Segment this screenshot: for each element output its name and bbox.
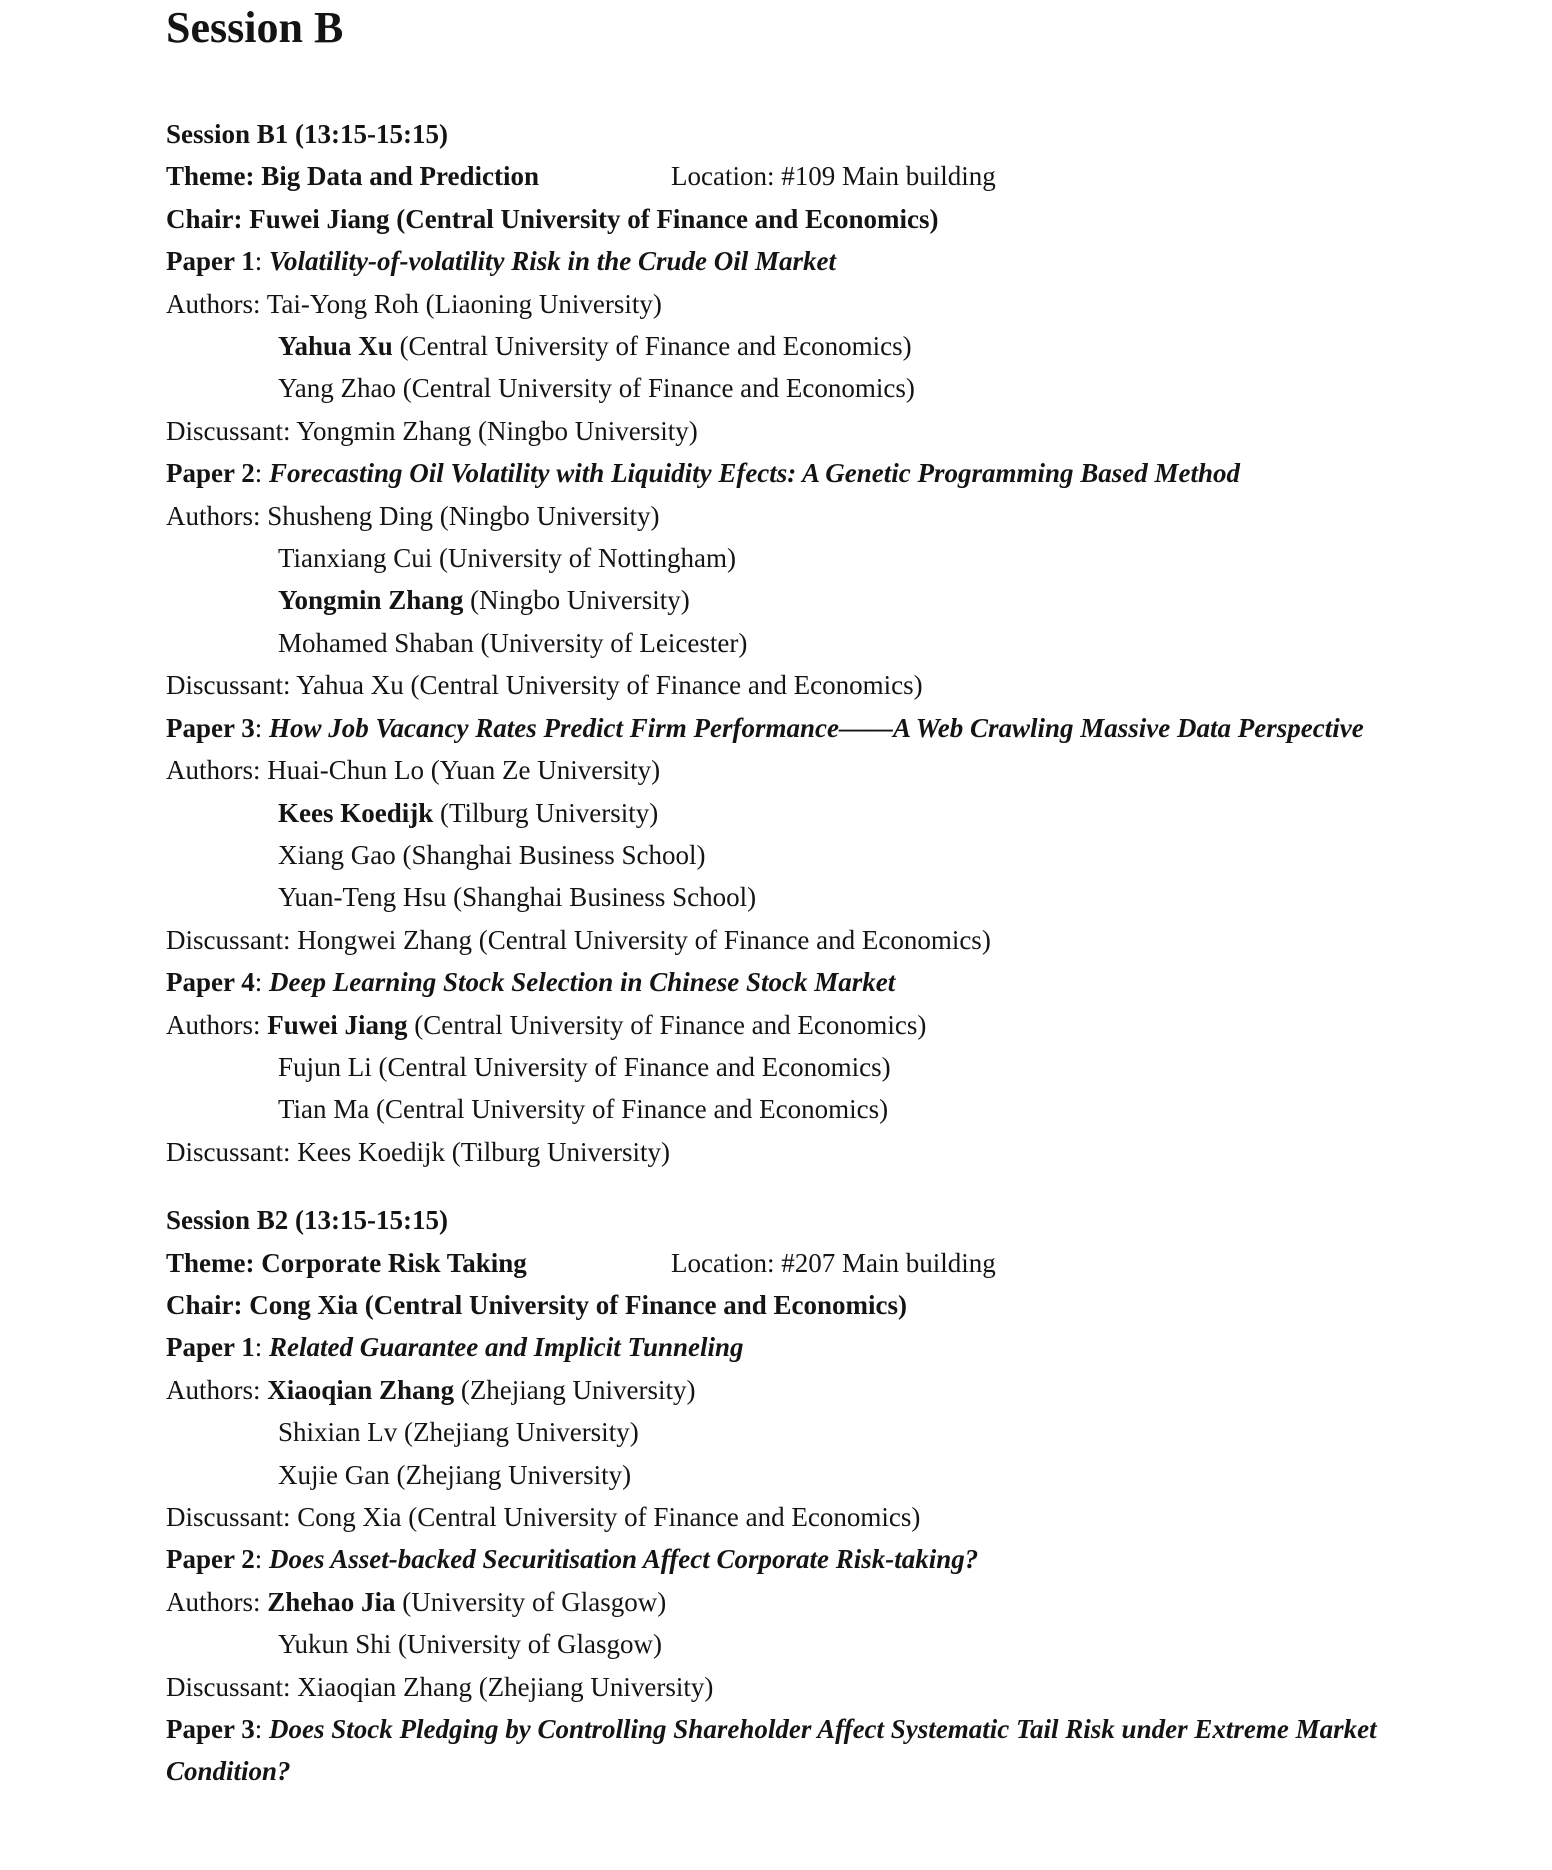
- discussant-line: Discussant: Kees Koedijk (Tilburg University): [166, 1136, 670, 1167]
- author-affiliation: (Yuan Ze University): [423, 755, 661, 786]
- paper-label: Paper 2: [166, 1544, 255, 1575]
- author-affiliation: (Zhejiang University): [389, 1459, 632, 1490]
- author-affiliation: (Central University of Finance and Economics): [369, 1094, 889, 1125]
- theme-text: Theme: Big Data and Prediction: [166, 161, 539, 192]
- author-name: Xiaoqian Zhang: [267, 1374, 455, 1405]
- author-name: Yang Zhao: [278, 373, 397, 404]
- author-affiliation: (Zhejiang University): [397, 1417, 639, 1448]
- author-affiliation: (Central University of Finance and Economics): [396, 373, 915, 404]
- authors-prefix: Authors:: [166, 755, 268, 786]
- author-name: Shixian Lv: [278, 1417, 398, 1448]
- paper-title: Volatility-of-volatility Risk in the Crude Oil Market: [269, 246, 837, 277]
- author-name: Fujun Li: [278, 1051, 372, 1082]
- paper-separator: :: [254, 1544, 270, 1575]
- paper-title-line: [166, 961, 1418, 1003]
- paper-title-line: [166, 240, 1418, 282]
- location-text: Location: #207 Main building: [671, 1247, 996, 1278]
- author-name: Mohamed Shaban: [278, 627, 474, 658]
- author-affiliation: (Ningbo University): [463, 585, 690, 616]
- author-line: [166, 792, 1418, 834]
- author-line: [166, 622, 1418, 664]
- discussant-line: Discussant: Xiaoqian Zhang (Zhejiang University): [166, 1671, 714, 1702]
- author-affiliation: (Zhejiang University): [454, 1374, 696, 1405]
- session-b2-block: [166, 1199, 1418, 1793]
- authors-prefix: Authors:: [166, 288, 267, 319]
- author-affiliation: (Central University of Finance and Economics): [407, 1009, 927, 1040]
- discussant-line: Discussant: Cong Xia (Central University of Finance and Economics): [166, 1502, 921, 1532]
- theme-line: [166, 155, 1418, 197]
- paper-title: Does Stock Pledging by Controlling Shareholder Affect Systematic Tail Risk under Extreme Market Condition?: [166, 1714, 1377, 1787]
- paper-separator: :: [254, 246, 270, 277]
- author-line: [166, 1046, 1418, 1088]
- author-affiliation: (Ningbo University): [433, 500, 660, 531]
- theme-line: [166, 1242, 1418, 1284]
- author-line: [166, 579, 1418, 621]
- author-name: Yukun Shi: [278, 1629, 392, 1660]
- paper-separator: :: [254, 1714, 270, 1745]
- session-title: Session B2 (13:15-15:15): [166, 1205, 448, 1236]
- author-affiliation: (University of Glasgow): [391, 1629, 662, 1660]
- author-line: [166, 537, 1418, 579]
- paper-separator: :: [254, 458, 270, 489]
- author-name: Shusheng Ding: [267, 500, 434, 531]
- author-line: [166, 1623, 1418, 1665]
- author-line: [166, 1454, 1418, 1496]
- author-name: Xujie Gan: [278, 1459, 390, 1490]
- discussant-line: Discussant: Hongwei Zhang (Central University of Finance and Economics): [166, 924, 991, 955]
- author-name: Tai-Yong Roh: [266, 288, 419, 319]
- author-affiliation: (University of Nottingham): [432, 543, 736, 574]
- paper-title: How Job Vacancy Rates Predict Firm Performance——A Web Crawling Massive Data Perspective: [269, 712, 1364, 743]
- author-name: Tian Ma: [278, 1094, 370, 1125]
- paper-label: Paper 3: [166, 712, 255, 743]
- author-affiliation: (Central University of Finance and Economics): [371, 1051, 891, 1082]
- paper-title: Forecasting Oil Volatility with Liquidity Efects: A Genetic Programming Based Method: [269, 458, 1241, 489]
- chair-text: Chair: Fuwei Jiang (Central University of Finance and Economics): [166, 203, 939, 234]
- paper-separator: :: [254, 967, 270, 998]
- session-b1-block: [166, 113, 1418, 1173]
- authors-prefix: Authors:: [166, 500, 268, 531]
- author-line: [166, 367, 1418, 409]
- authors-first-line: [166, 495, 1418, 537]
- author-name: Tianxiang Cui: [278, 543, 433, 574]
- author-name: Zhehao Jia: [267, 1586, 396, 1617]
- author-name: Xiang Gao: [278, 839, 396, 870]
- authors-first-line: [166, 1004, 1418, 1046]
- author-line: [166, 876, 1418, 918]
- author-line: [166, 834, 1418, 876]
- paper-title: Does Asset-backed Securitisation Affect Corporate Risk-taking?: [269, 1544, 979, 1575]
- author-affiliation: (University of Leicester): [473, 627, 748, 658]
- authors-first-line: [166, 1581, 1418, 1623]
- theme-text: Theme: Corporate Risk Taking: [166, 1247, 527, 1278]
- author-name: Huai-Chun Lo: [267, 755, 424, 786]
- authors-prefix: Authors:: [166, 1586, 268, 1617]
- paper-label: Paper 1: [166, 246, 255, 277]
- author-name: Yongmin Zhang: [278, 585, 464, 616]
- author-line: [166, 325, 1418, 367]
- authors-first-line: [166, 749, 1418, 791]
- session-title: Session B1 (13:15-15:15): [166, 119, 448, 149]
- location-text: Location: #109 Main building: [671, 161, 996, 192]
- paper-title: Related Guarantee and Implicit Tunneling: [269, 1332, 744, 1363]
- author-name: Fuwei Jiang: [267, 1009, 408, 1040]
- page-heading: Session B: [166, 3, 344, 52]
- paper-separator: :: [254, 1332, 270, 1363]
- paper-title: Deep Learning Stock Selection in Chinese Stock Market: [269, 967, 896, 998]
- authors-first-line: [166, 1369, 1418, 1411]
- paper-separator: :: [254, 712, 270, 743]
- chair-text: Chair: Cong Xia (Central University of Finance and Economics): [166, 1289, 907, 1320]
- author-affiliation: (Central University of Finance and Economics): [392, 331, 912, 362]
- paper-label: Paper 3: [166, 1714, 255, 1745]
- author-line: [166, 1088, 1418, 1130]
- paper-title-line: [166, 1538, 1418, 1580]
- author-name: Kees Koedijk: [278, 797, 434, 828]
- paper-title-line: [166, 452, 1418, 494]
- paper-label: Paper 2: [166, 458, 255, 489]
- author-affiliation: (Liaoning University): [418, 288, 662, 319]
- paper-label: Paper 1: [166, 1332, 255, 1363]
- discussant-line: Discussant: Yongmin Zhang (Ningbo University): [166, 415, 698, 446]
- author-affiliation: (Tilburg University): [433, 797, 659, 828]
- author-affiliation: (University of Glasgow): [395, 1586, 667, 1617]
- author-name: Yahua Xu: [278, 331, 393, 362]
- author-name: Yuan-Teng Hsu: [278, 882, 447, 913]
- authors-first-line: [166, 283, 1418, 325]
- authors-prefix: Authors:: [166, 1009, 268, 1040]
- paper-title-line: [166, 707, 1418, 749]
- authors-prefix: Authors:: [166, 1374, 268, 1405]
- author-line: [166, 1411, 1418, 1453]
- author-affiliation: (Shanghai Business School): [395, 839, 706, 870]
- paper-label: Paper 4: [166, 967, 255, 998]
- paper-title-line: [166, 1708, 1418, 1793]
- author-affiliation: (Shanghai Business School): [446, 882, 757, 913]
- paper-title-line: [166, 1326, 1418, 1368]
- discussant-line: Discussant: Yahua Xu (Central University of Finance and Economics): [166, 670, 923, 701]
- document-page: [166, 3, 1418, 1793]
